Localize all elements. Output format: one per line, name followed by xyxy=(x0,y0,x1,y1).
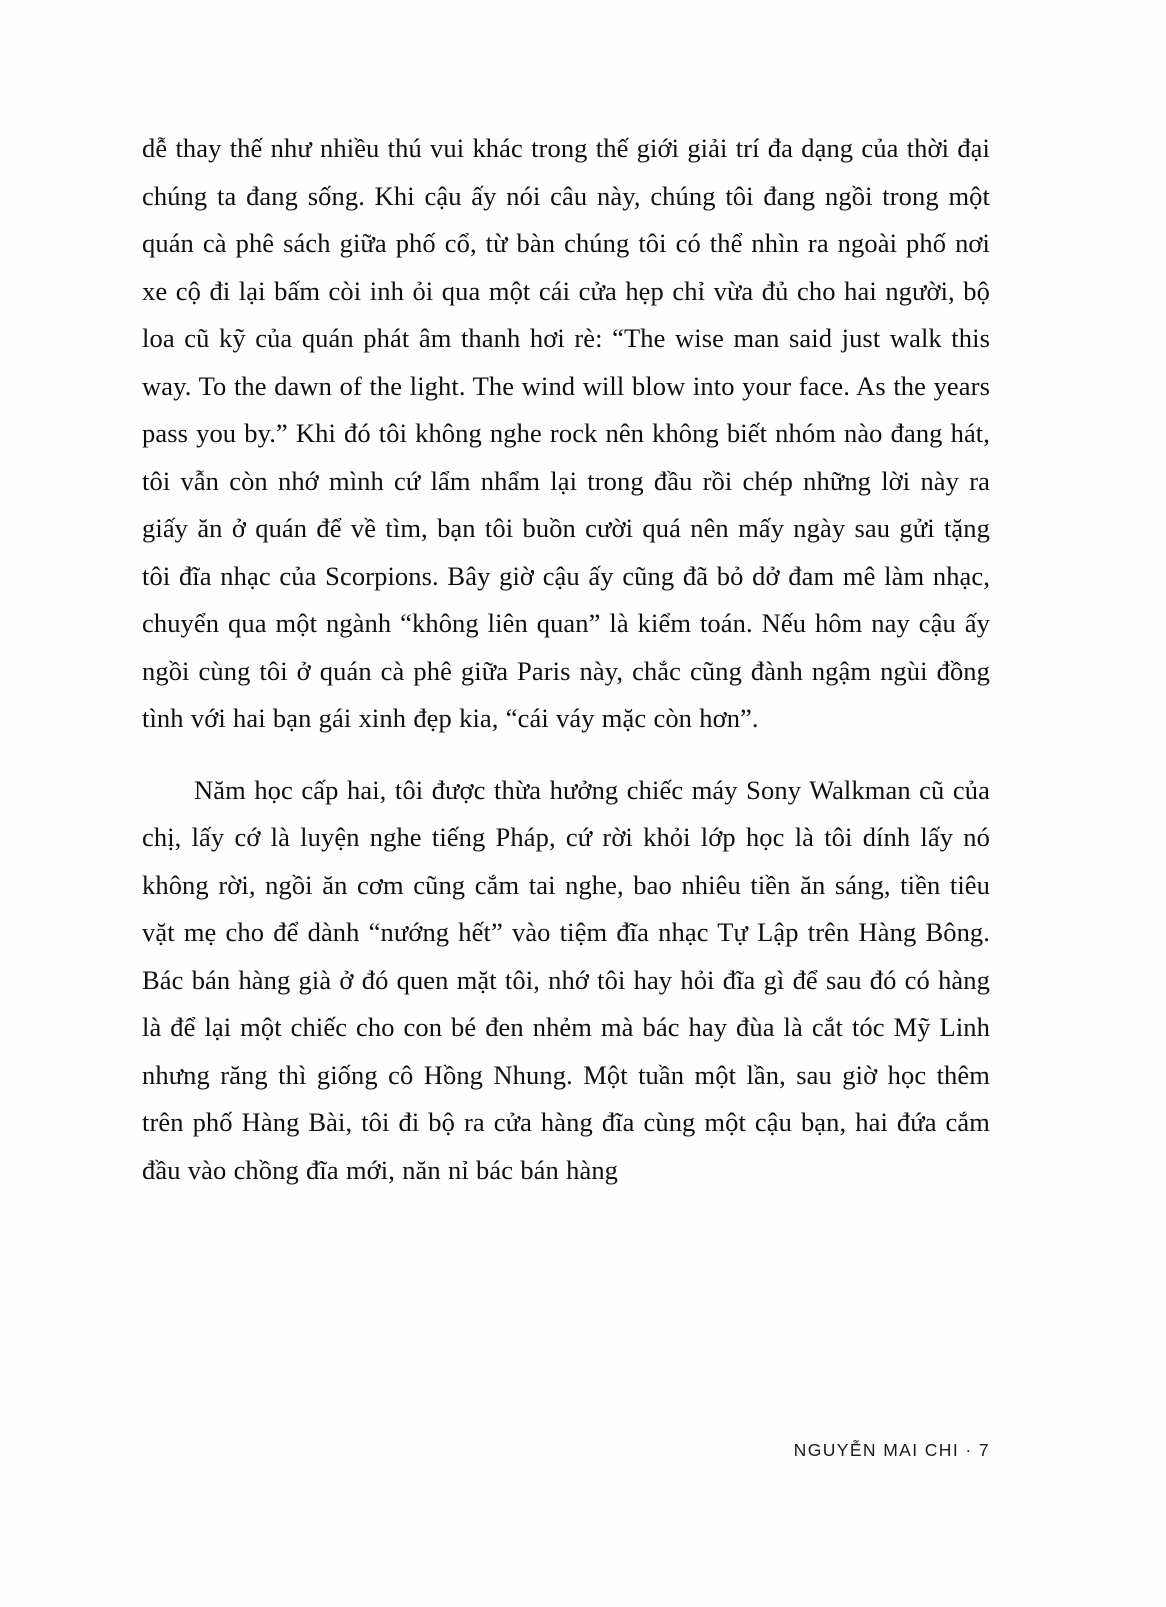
page-footer xyxy=(142,1440,990,1461)
paragraph: Năm học cấp hai, tôi được thừa hưởng chiếc máy Sony Walkman cũ của chị, lấy cớ là luyện nghe tiếng Pháp, cứ rời khỏi lớp học là tôi dính lấy nó không rời, ngồi ăn cơm cũng cắm tai nghe, bao nhiêu tiền ăn sáng, tiền tiêu vặt mẹ cho để dành “nướng hết” vào tiệm đĩa nhạc Tự Lập trên Hàng Bông. Bác bán hàng già ở đó quen mặt tôi, nhớ tôi hay hỏi đĩa gì để sau đó có hàng là để lại một chiếc cho con bé đen nhẻm mà bác hay đùa là cắt tóc Mỹ Linh nhưng răng thì giống cô Hồng Nhung. Một tuần một lần, sau giờ học thêm trên phố Hàng Bài, tôi đi bộ ra cửa hàng đĩa cùng một cậu bạn, hai đứa cắm đầu vào chồng đĩa mới, năn nỉ bác bán hàng xyxy=(142,774,990,1185)
paragraph: dễ thay thế như nhiều thú vui khác trong thế giới giải trí đa dạng của thời đại chúng ta đang sống. Khi cậu ấy nói câu này, chúng tôi đang ngồi trong một quán cà phê sách giữa phố cổ, từ bàn chúng tôi có thể nhìn ra ngoài phố nơi xe cộ đi lại bấm còi inh ỏi qua một cái cửa hẹp chỉ vừa đủ cho hai người, bộ loa cũ kỹ của quán phát âm thanh hơi rè: “The wise man said just walk this way. To the dawn of the light. The wind will blow into your face. As the years pass you by.” Khi đó tôi không nghe rock nên không biết nhóm nào đang hát, tôi vẫn còn nhớ mình cứ lẩm nhẩm lại trong đầu rồi chép những lời này ra giấy ăn ở quán để về tìm, bạn tôi buồn cười quá nên mấy ngày sau gửi tặng tôi đĩa nhạc của Scorpions. Bây giờ cậu ấy cũng đã bỏ dở đam mê làm nhạc, chuyển qua một ngành “không liên quan” là kiểm toán. Nếu hôm nay cậu ấy ngồi cùng tôi ở quán cà phê giữa Paris này, chắc cũng đành ngậm ngùi đồng tình với hai bạn gái xinh đẹp kia, “cái váy mặc còn hơn”. xyxy=(142,133,990,733)
body-text xyxy=(142,125,990,1194)
footer-running-head: NGUYỄN MAI CHI · 7 xyxy=(793,1440,990,1460)
